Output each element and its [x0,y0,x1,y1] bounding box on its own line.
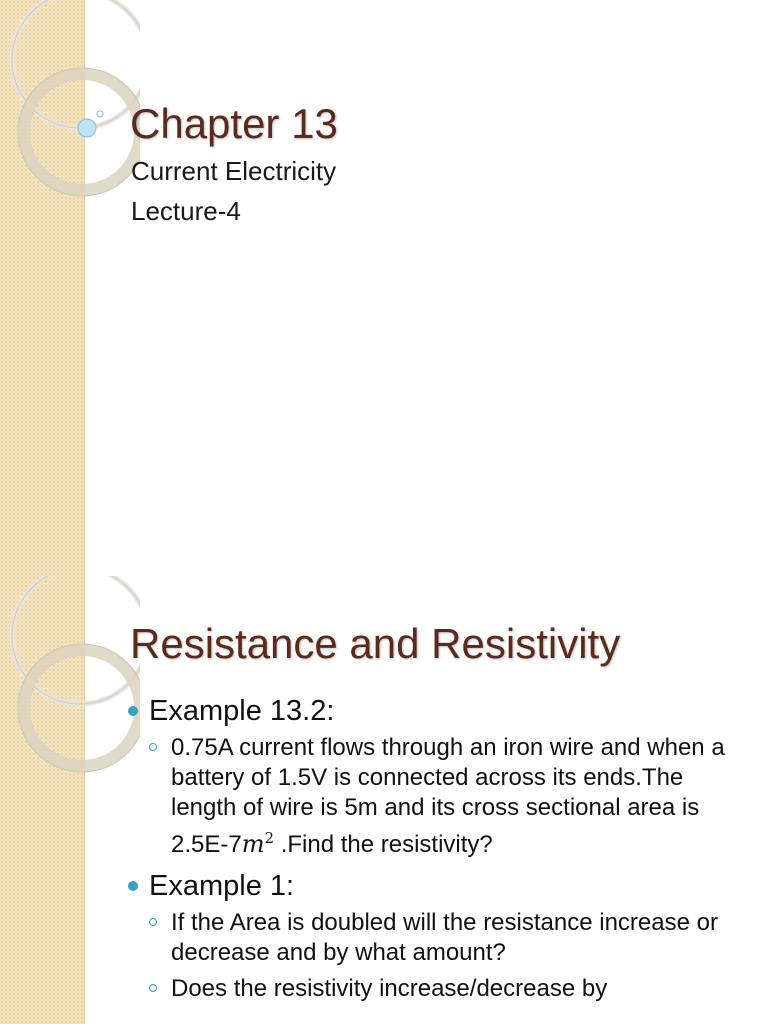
sub-bullet-circle-icon [149,918,157,926]
math-unit: $m^2$ [241,829,275,858]
bullet-label: Example 13.2: [149,695,335,727]
subtitle-lecture: Lecture-4 [131,196,241,226]
sub-bullet-item [125,733,745,860]
sub-bullet-text-end: .Find the resistivity? [274,831,493,858]
sub-bullet-text: If the Area is doubled will the resistance increase or decrease and by what amount? [171,909,718,966]
sub-bullet-circle-icon [149,984,157,992]
subtitle-topic: Current Electricity [131,156,337,186]
sub-bullet-item [125,908,745,968]
bullet-item [125,868,745,904]
bullet-label: Example 1: [149,870,295,902]
slide-title: Resistance and Resistivity [130,620,621,667]
sub-bullet-text: 0.75A current flows through an iron wire and when a battery of 1.5V is connected across its ends.The length of wire is 5m and its cross sectional area is 2.5E-7 [171,734,725,858]
decorative-rings [0,576,140,776]
decorative-rings [0,0,140,240]
slide-2 [0,576,768,1024]
sub-bullet-item [125,974,745,1004]
slide-title: Chapter 13 [130,100,338,147]
sub-bullet-circle-icon [149,743,157,751]
bullet-dot-icon [128,706,138,716]
blue-bead-icon [78,119,96,137]
bullet-item [125,693,745,729]
bullet-dot-icon [128,881,138,891]
sub-bullet-text: Does the resistivity increase/decrease by [171,975,608,1002]
bullet-list [125,693,745,1004]
